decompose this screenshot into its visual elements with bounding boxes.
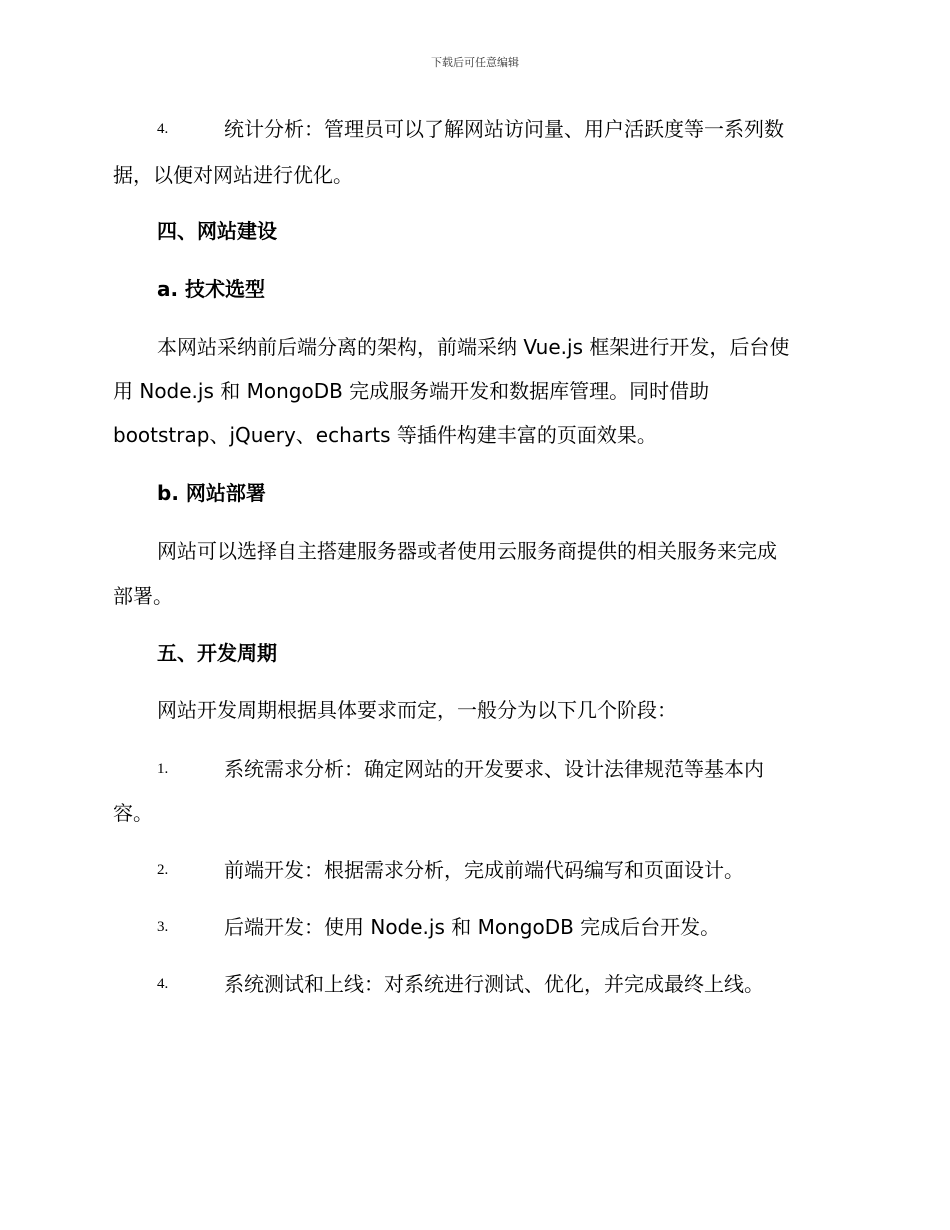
paragraph-line: 用 Node.js 和 MongoDB 完成服务端开发和数据库管理。同时借助 <box>113 379 710 403</box>
paragraph-line: 网站可以选择自主搭建服务器或者使用云服务商提供的相关服务来完成 <box>157 539 777 563</box>
list-number: 4. <box>157 976 169 992</box>
list-number: 4. <box>157 121 169 137</box>
page-header: 下载后可任意编辑 <box>431 56 519 69</box>
paragraph-line: bootstrap、jQuery、echarts 等插件构建丰富的页面效果。 <box>113 423 657 447</box>
list-number: 3. <box>157 919 169 935</box>
paragraph-line: 部署。 <box>113 584 173 608</box>
subsection-heading: a. 技术选型 <box>157 277 266 301</box>
list-item-text: 统计分析：管理员可以了解网站访问量、用户活跃度等一系列数 <box>224 117 784 141</box>
list-item-text-cont: 容。 <box>113 801 153 825</box>
section-heading: 五、开发周期 <box>157 641 277 665</box>
list-item-text: 后端开发：使用 Node.js 和 MongoDB 完成后台开发。 <box>224 915 721 939</box>
paragraph-line: 本网站采纳前后端分离的架构，前端采纳 Vue.js 框架进行开发，后台使 <box>157 335 790 359</box>
section-heading: 四、网站建设 <box>157 219 277 243</box>
subsection-heading: b. 网站部署 <box>157 481 266 505</box>
list-item-text: 系统需求分析：确定网站的开发要求、设计法律规范等基本内 <box>224 757 764 781</box>
paragraph-line: 网站开发周期根据具体要求而定，一般分为以下几个阶段： <box>157 698 677 722</box>
list-item-text: 前端开发：根据需求分析，完成前端代码编写和页面设计。 <box>224 858 744 882</box>
list-item-text: 系统测试和上线：对系统进行测试、优化，并完成最终上线。 <box>224 972 764 996</box>
list-number: 2. <box>157 862 169 878</box>
list-number: 1. <box>157 761 169 777</box>
list-item-text-cont: 据，以便对网站进行优化。 <box>113 163 353 187</box>
